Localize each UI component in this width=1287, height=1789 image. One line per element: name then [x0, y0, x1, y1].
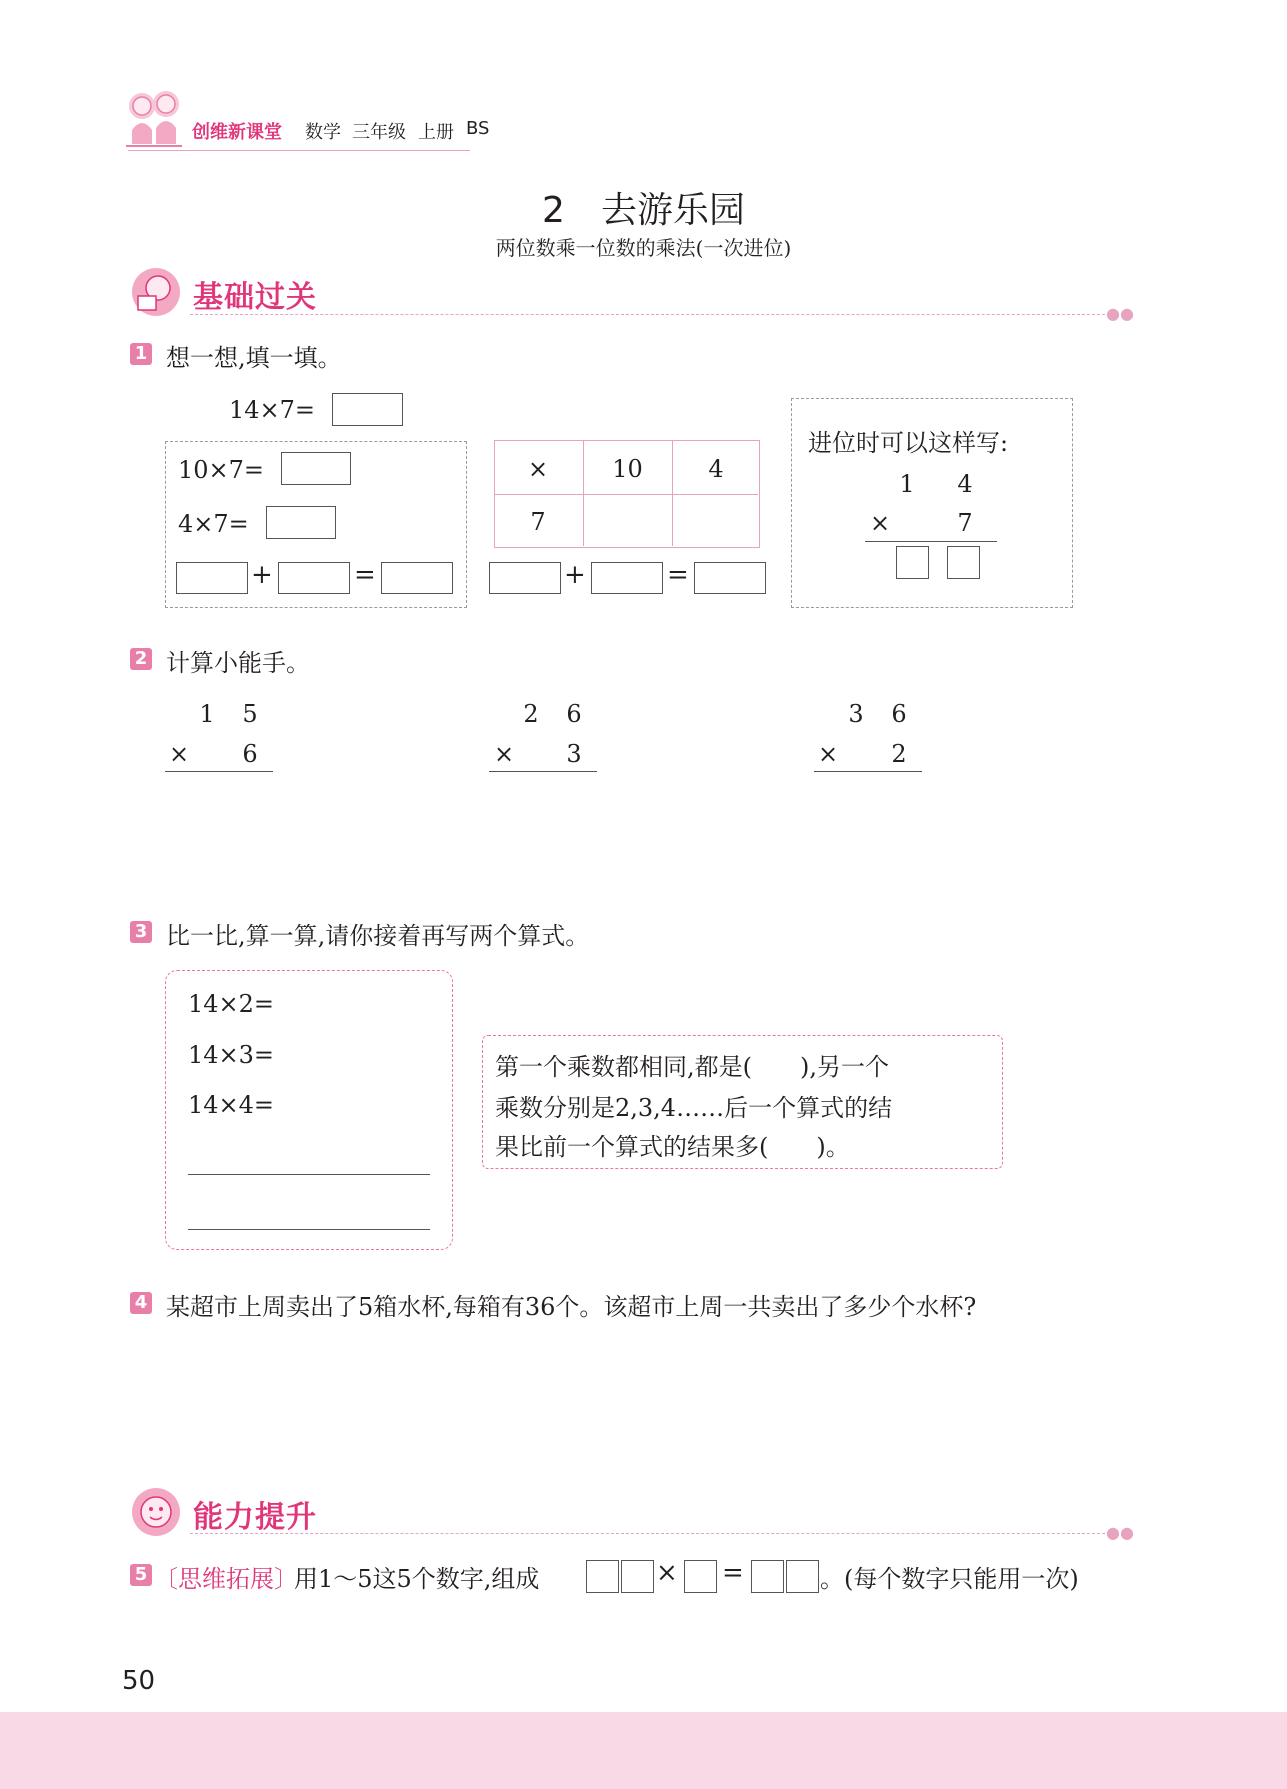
q2-p3-top-tens: 3 [848, 700, 864, 728]
q1-carry-answer-tens[interactable] [896, 546, 929, 579]
q3-note-line-1: 第一个乘数都相同,都是( ),另一个 [495, 1053, 889, 1081]
q5-times: × [656, 1558, 678, 1588]
section-rule-advanced [190, 1533, 1110, 1534]
q5-tag: 〔思维拓展〕 [154, 1565, 298, 1593]
section-title-basic: 基础过关 [193, 280, 317, 315]
q1-main-expr: 14×7= [229, 396, 316, 424]
q1-carry-bottom: 7 [957, 509, 973, 537]
q5-prompt-end: 。(每个数字只能用一次) [820, 1565, 1079, 1593]
subject: 数学 [305, 122, 341, 143]
volume: 上册 [418, 122, 454, 143]
brand-name: 创维新课堂 [192, 122, 282, 143]
q1-mid-equals: = [667, 560, 689, 590]
q3-note-line-3: 果比前一个算式的结果多( )。 [495, 1133, 850, 1161]
q2-p2-top-tens: 2 [523, 700, 539, 728]
edition: BS [466, 118, 490, 139]
q1-mid-sum-box1[interactable] [489, 562, 561, 594]
q1-table-header-op: × [527, 455, 549, 483]
footer-band [0, 1712, 1287, 1789]
q4-number: 4 [130, 1292, 152, 1314]
q1-carry-rule [865, 541, 997, 542]
q1-left-sum-box1[interactable] [176, 562, 248, 594]
q1-prompt: 想一想,填一填。 [166, 344, 342, 372]
q2-p2-bottom: 3 [566, 740, 582, 768]
q1-left-sum-result[interactable] [381, 562, 453, 594]
q2-prompt: 计算小能手。 [166, 649, 310, 677]
q2-p1-rule [165, 771, 273, 772]
q3-write-line-2[interactable] [188, 1229, 430, 1230]
q2-p2-rule [489, 771, 597, 772]
q1-left-plus: + [251, 560, 273, 590]
q1-main-answer-box[interactable] [332, 393, 403, 426]
q1-table-header-ones: 4 [708, 455, 724, 483]
section-dots-basic: ●● [1106, 304, 1134, 323]
section-rule-basic [190, 314, 1110, 315]
q3-number: 3 [130, 921, 152, 943]
kids-logo-icon [122, 86, 190, 154]
page-number: 50 [122, 1666, 156, 1696]
mascot-icon [128, 266, 184, 318]
q3-prompt: 比一比,算一算,请你接着再写两个算式。 [166, 922, 590, 950]
q3-write-line-1[interactable] [188, 1174, 430, 1175]
lesson-title: 2 去游乐园 [542, 190, 745, 231]
q2-p1-op: × [168, 740, 190, 768]
header-rule [128, 150, 470, 151]
q2-p3-top-ones: 6 [891, 700, 907, 728]
q1-left-expr2: 4×7= [178, 510, 249, 538]
q1-number: 1 [130, 343, 152, 365]
q1-left-expr1: 10×7= [178, 456, 265, 484]
q3-expr-3: 14×4= [188, 1091, 275, 1119]
q1-mid-sum-result[interactable] [694, 562, 766, 594]
q1-left-equals: = [354, 560, 376, 590]
q2-number: 2 [130, 648, 152, 670]
section-dots-advanced: ●● [1106, 1523, 1134, 1542]
q5-number: 5 [130, 1564, 152, 1586]
q1-mid-plus: + [564, 560, 586, 590]
q5-box-multiplier[interactable] [684, 1560, 717, 1593]
q5-box-result-ones[interactable] [786, 1560, 819, 1593]
q1-table-row-multiplier: 7 [530, 508, 546, 536]
q1-carry-note: 进位时可以这样写: [808, 429, 1009, 457]
q1-mid-sum-box2[interactable] [591, 562, 663, 594]
lesson-subtitle: 两位数乘一位数的乘法(一次进位) [495, 236, 792, 260]
q2-p2-top-ones: 6 [566, 700, 582, 728]
q5-prompt-start: 用1～5这5个数字,组成 [294, 1565, 540, 1593]
q1-carry-top-ones: 4 [957, 470, 973, 498]
q3-note-line-2: 乘数分别是2,3,4……后一个算式的结 [495, 1094, 893, 1122]
q1-left-sum-box2[interactable] [278, 562, 350, 594]
q5-box-result-tens[interactable] [751, 1560, 784, 1593]
q1-left-answer1[interactable] [281, 452, 351, 485]
q2-p3-op: × [817, 740, 839, 768]
q1-table-header-tens: 10 [612, 455, 643, 483]
q2-p1-bottom: 6 [242, 740, 258, 768]
q4-prompt: 某超市上周卖出了5箱水杯,每箱有36个。该超市上周一共卖出了多少个水杯? [166, 1293, 977, 1321]
q2-p2-op: × [493, 740, 515, 768]
q2-p1-top-ones: 5 [242, 700, 258, 728]
q1-table-cell-tens[interactable] [583, 508, 672, 536]
q2-p1-top-tens: 1 [199, 700, 215, 728]
q1-left-answer2[interactable] [266, 506, 336, 539]
q1-carry-top-tens: 1 [899, 470, 915, 498]
section-title-advanced: 能力提升 [193, 1500, 317, 1535]
q5-box-ones[interactable] [621, 1560, 654, 1593]
q1-carry-answer-ones[interactable] [947, 546, 980, 579]
q1-table-cell-ones[interactable] [672, 508, 760, 536]
q3-expr-1: 14×2= [188, 990, 275, 1018]
mascot-icon [128, 1486, 184, 1538]
q3-expr-2: 14×3= [188, 1041, 275, 1069]
grade: 三年级 [352, 122, 406, 143]
q5-box-tens[interactable] [586, 1560, 619, 1593]
q1-carry-op: × [869, 509, 891, 537]
q5-equals: = [722, 1558, 744, 1588]
q2-p3-bottom: 2 [891, 740, 907, 768]
q2-p3-rule [814, 771, 922, 772]
